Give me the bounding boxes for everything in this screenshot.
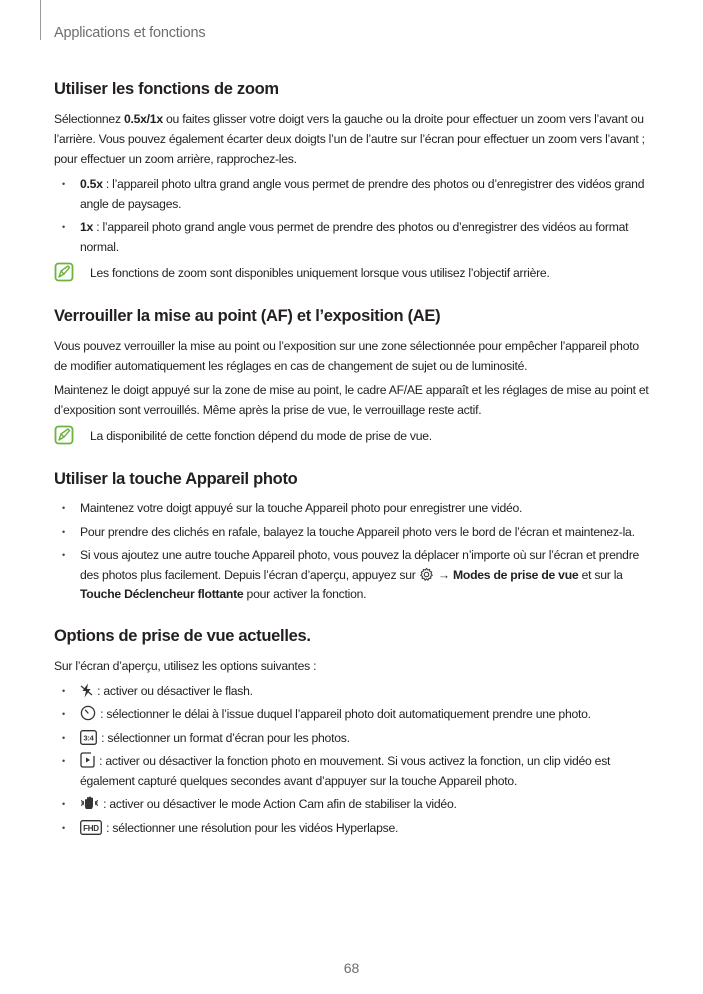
header-rule — [40, 0, 41, 40]
list-item: • Pour prendre des clichés en rafale, balayez la touche Appareil photo vers le bord de l’écran et maintenez-la. — [62, 524, 635, 539]
bullet-list — [54, 175, 654, 257]
note-pencil-icon — [54, 425, 74, 445]
page-content — [54, 80, 654, 860]
list-item: • : sélectionner le délai à l’issue duquel l’appareil photo doit automatiquement prendre une photo. — [62, 707, 591, 721]
list-item: • 0.5x : l’appareil photo ultra grand angle vous permet de prendre des photos ou d’enregistrer des vidéos grand angle de paysages. — [62, 177, 645, 211]
bullet-list — [54, 682, 654, 839]
list-item: • Si vous ajoutez une autre touche Appareil photo, vous pouvez la déplacer n’importe où sur l’écran et prendre des photos plus facilement. Depuis l’écran d’aperçu, appuyez sur → Modes de prise de vue et sur la Touche Déclencheur flottante pour activer la fonction. — [62, 548, 640, 601]
paragraph: Sélectionnez 0.5x/1x ou faites glisser votre doigt vers la gauche ou la droite pour effectuer un zoom vers l’avant ou l’arrière. Vous pouvez également écarter deux doigts l’un de l’autre sur l’écran pour effectuer un zoom vers l’avant ; pour effectuer un zoom arrière, rapprochez-les. — [54, 112, 645, 166]
list-item: • : activer ou désactiver le mode Action Cam afin de stabiliser la vidéo. — [62, 797, 457, 811]
note: Les fonctions de zoom sont disponibles uniquement lorsque vous utilisez l’objectif arrière. — [54, 263, 654, 285]
list-item: • : activer ou désactiver la fonction photo en mouvement. Si vous activez la fonction, un clip vidéo est également capturé quelques secondes avant d’appuyer sur la touche Appareil photo. — [62, 754, 611, 788]
chapter-title: Applications et fonctions — [54, 25, 206, 41]
list-item: • 3:4 : sélectionner un format d’écran pour les photos. — [62, 730, 350, 745]
resolution-icon — [80, 820, 102, 835]
page-number: 68 — [343, 960, 360, 976]
note: La disponibilité de cette fonction dépend du mode de prise de vue. — [54, 426, 654, 448]
timer-icon — [80, 705, 96, 721]
settings-gear-icon — [419, 567, 434, 582]
section-heading: Utiliser la touche Appareil photo — [54, 470, 298, 488]
note-pencil-icon — [54, 262, 74, 282]
section-af-ae — [54, 307, 654, 448]
list-item: • FHD : sélectionner une résolution pour les vidéos Hyperlapse. — [62, 820, 399, 835]
action-cam-icon — [80, 795, 99, 811]
svg-text:FHD: FHD — [83, 823, 99, 833]
paragraph: Maintenez le doigt appuyé sur la zone de mise au point, le cadre AF/AE apparaît et les réglages de mise au point et d’exposition sont verrouillés. Même après la prise de vue, le verrouillage reste actif. — [54, 383, 649, 417]
paragraph: Vous pouvez verrouiller la mise au point ou l’exposition sur une zone sélectionnée pour empêcher l’appareil photo de modifier automatiquement les réglages en cas de changement de sujet ou de luminosité. — [54, 339, 639, 373]
flash-off-icon — [80, 683, 93, 698]
list-item: • Maintenez votre doigt appuyé sur la touche Appareil photo pour enregistrer une vidéo. — [62, 501, 523, 515]
section-heading: Utiliser les fonctions de zoom — [54, 80, 279, 98]
section-heading: Options de prise de vue actuelles. — [54, 626, 311, 645]
bullet-list — [54, 499, 654, 605]
ratio-icon — [80, 730, 97, 745]
motion-photo-icon — [80, 752, 95, 768]
section-camera-button — [54, 470, 654, 605]
section-zoom — [54, 80, 654, 285]
section-shooting-options — [54, 627, 654, 839]
list-item: • : activer ou désactiver le flash. — [62, 683, 253, 698]
paragraph: Sur l’écran d’aperçu, utilisez les options suivantes : — [54, 658, 317, 673]
svg-text:3:4: 3:4 — [83, 733, 94, 743]
list-item: • 1x : l’appareil photo grand angle vous permet de prendre des photos ou d’enregistrer des vidéos au format normal. — [62, 220, 629, 254]
section-heading: Verrouiller la mise au point (AF) et l’exposition (AE) — [54, 307, 441, 325]
